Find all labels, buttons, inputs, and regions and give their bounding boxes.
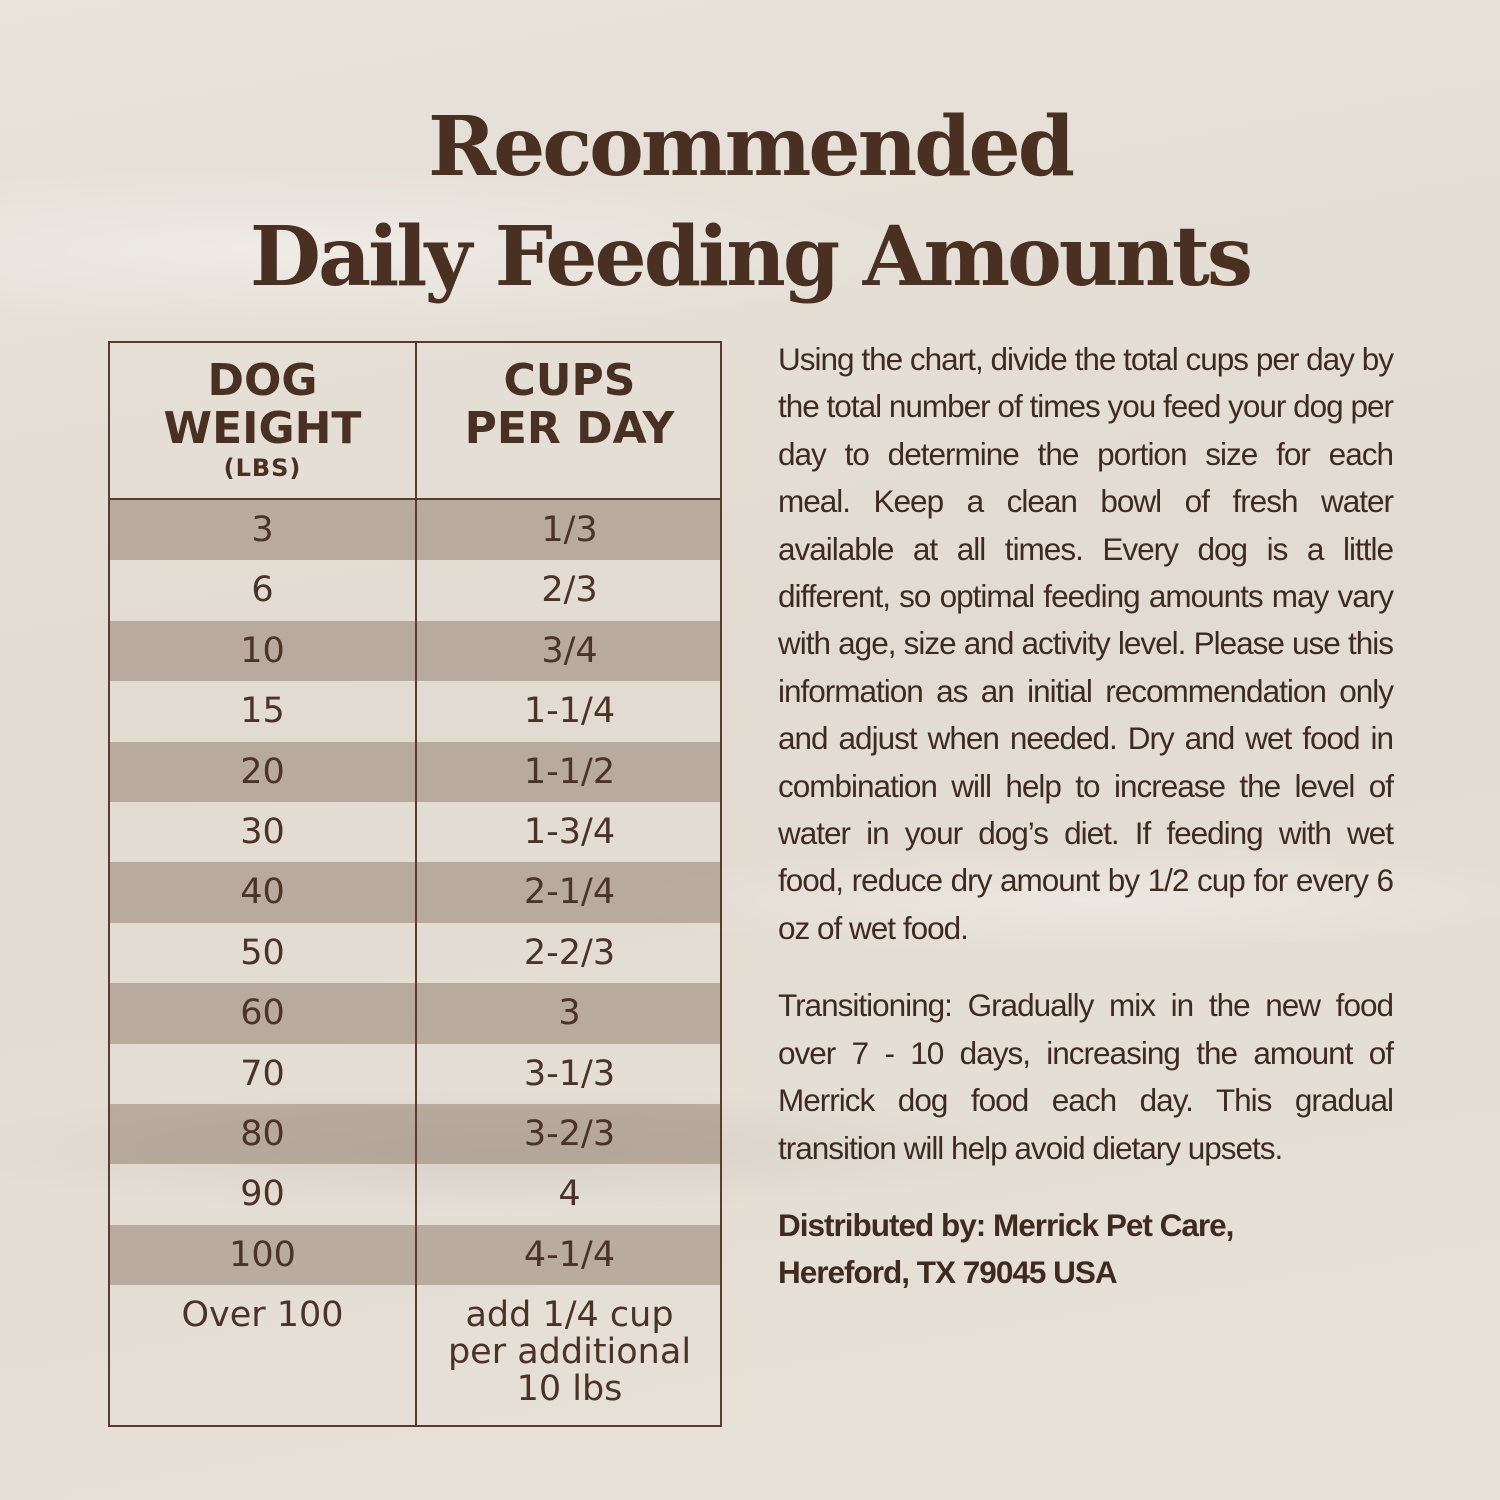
cups-cell [417,1297,722,1408]
title-line-2: Daily Feeding Amounts [249,209,1251,305]
distributor-line-2: Hereford, TX 79045 USA [778,1254,1117,1291]
cups-line-1: add 1/4 cup [465,1295,674,1336]
weight-cell: 6 [251,570,274,611]
header-cups-line2: PER DAY [464,403,675,454]
weight-cell: 30 [240,811,285,852]
cups-cell: 1/3 [541,510,598,550]
header-unit-lbs: (LBS) [223,454,302,482]
weight-cell: 70 [240,1053,285,1094]
cups-cell: 2-2/3 [523,932,616,973]
header-dog-weight [110,357,415,483]
weight-cell: 3 [251,510,274,550]
cups-cell: 3-2/3 [523,1113,616,1154]
header-dog-weight-line2: WEIGHT [163,403,362,454]
cups-line-2: per additional [447,1332,692,1373]
cups-cell: 3-1/3 [523,1053,616,1094]
weight-cell: 50 [240,932,285,973]
weight-cell: 10 [240,630,285,671]
header-cups-per-day [417,357,722,453]
cups-cell: 2/3 [541,570,598,611]
weight-cell: 90 [240,1174,285,1215]
cups-cell: 2-1/4 [523,872,616,913]
weight-cell: 20 [240,751,285,792]
feeding-table [108,341,722,1427]
instructions-paragraph: Using the chart, divide the total cups per day by the total number of times you feed your dog per day to determine the portion size for each meal. Keep a clean bowl of fresh water available at all times. Every dog is a little different, so optimal feeding amounts may vary with age, size and activity level. Please use this information as an initial recommendation only and adjust when needed. Dry and wet food in combination will help to increase the level of water in your dog’s diet. If feeding with wet food, reduce dry amount by 1/2 cup for every 6 oz of wet food. [778,341,1393,946]
weight-cell: 60 [240,993,285,1034]
distributor-line-1: Distributed by: Merrick Pet Care, [778,1206,1234,1243]
weight-cell: 15 [240,691,285,732]
cups-cell: 1-3/4 [523,811,616,852]
cups-cell: 1-1/4 [523,691,616,732]
cups-cell: 4 [558,1174,581,1215]
feeding-instructions [778,336,1393,1327]
cups-cell: 3/4 [541,630,598,671]
page-title [0,92,1500,312]
transition-paragraph: Transitioning: Gradually mix in the new food over 7 - 10 days, increasing the amount of Merrick dog food each day. This gradual transition will help avoid dietary upsets. [778,987,1393,1166]
weight-cell: 100 [229,1234,296,1275]
cups-cell: 1-1/2 [523,751,616,792]
distributor-info [778,1202,1393,1297]
weight-cell: 40 [240,872,285,913]
header-dog-weight-line1: DOG [207,355,318,406]
weight-cell: Over 100 [181,1295,344,1336]
title-line-1: Recommended [427,99,1073,195]
header-cups-line1: CUPS [503,355,636,406]
weight-cell: 80 [240,1113,285,1154]
column-divider [415,343,417,1425]
cups-cell: 4-1/4 [523,1234,616,1275]
cups-cell: 3 [558,993,581,1034]
cups-line-3: 10 lbs [516,1369,623,1410]
